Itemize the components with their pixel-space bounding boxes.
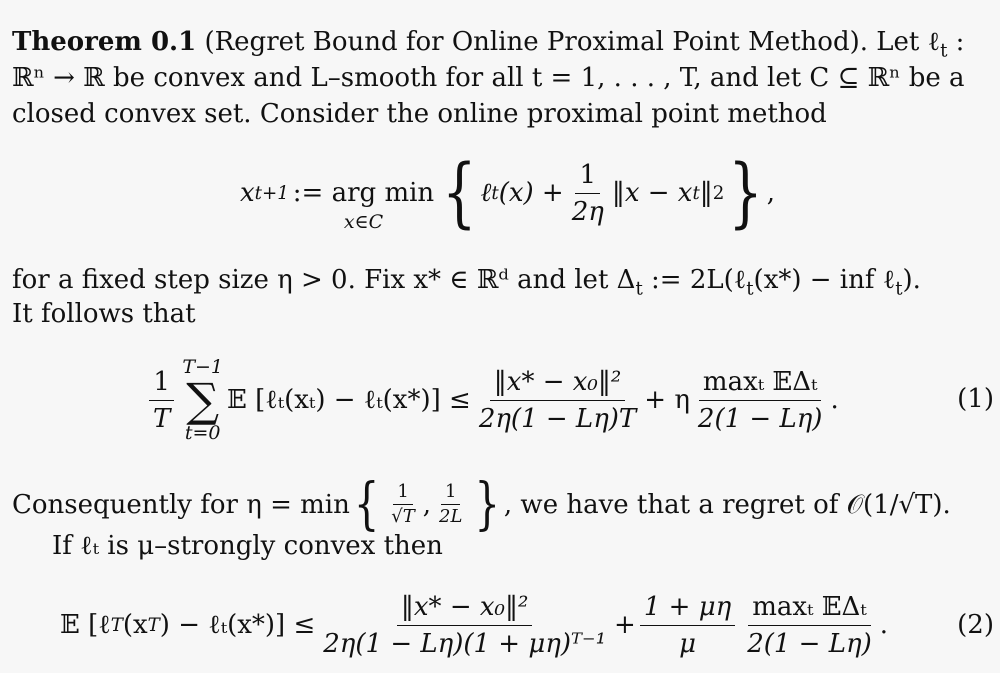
eq2-frac-mu: $\frac{1 + \mu\eta}{\mu}$ xyxy=(640,591,735,660)
theorem-label: Theorem 0.1 xyxy=(12,27,197,57)
update-fraction: $\frac{1}{2\eta}$ xyxy=(571,159,604,227)
eta-frac-1: $\frac{1}{√T}$ xyxy=(391,481,415,527)
eq2-frac-max: $\frac{\text{maxₜ 𝔼Δₜ}}{2(1 - L\eta)}$ xyxy=(747,591,872,659)
equation-1: $\frac{1}{T}$ T−1 ∑ t=0 𝔼 [ℓₜ(xₜ) − ℓₜ(x*)] ≤ $\frac{\text{‖x* − x₀‖²}}{2\eta(1 - L\eta)T}$ + η $\frac{\text{maxₜ 𝔼Δₜ}}{2(1 - L\eta)}$ . xyxy=(145,350,839,450)
right-brace: } xyxy=(728,148,763,237)
follows-line: It follows that xyxy=(12,299,196,329)
theorem-line-2: ℝⁿ → ℝ be convex and L–smooth for all t = 1, . . . , T, and let C ⊆ ℝⁿ be a xyxy=(12,63,965,93)
step-size-line: for a fixed step size η > 0. Fix x* ∈ ℝᵈ and let $\Delta_t$ := 2L(ℓ$_t$(x*) − inf ℓ$_t$). xyxy=(12,265,921,300)
equation-1-number: (1) xyxy=(957,384,994,414)
update-equation: x t+1 := arg min x∈C { ℓ t (x) + $\frac{1}{2\eta}$ ‖x − x t ‖ 2 } , xyxy=(240,148,775,237)
theorem-line-3: closed convex set. Consider the online proximal point method xyxy=(12,99,827,129)
theorem-title: (Regret Bound for Online Proximal Point Method). xyxy=(204,27,868,57)
eq2-frac-distance: $\frac{\text{‖x* − x₀‖²}}{\text{2η(1 − Lη)(1 + μη)ᵀ⁻¹}}$ xyxy=(323,591,607,659)
consequently-line: Consequently for η = min { $\frac{1}{√T}$ , $\frac{1}{2L}$ } , we have that a regret of 𝒪(1/√T). xyxy=(12,472,951,537)
eta-frac-2: $\frac{1}{2L}$ xyxy=(439,481,463,527)
argmin-operator: := arg min x∈C xyxy=(292,178,435,233)
eq1-frac-max: $\frac{\text{maxₜ 𝔼Δₜ}}{2(1 - L\eta)}$ xyxy=(697,366,823,434)
eq1-frac-distance: $\frac{\text{‖x* − x₀‖²}}{2\eta(1 - L\eta)T}$ xyxy=(478,366,637,434)
left-brace: { xyxy=(442,148,477,237)
equation-2: 𝔼 [ℓ T (x T ) − ℓₜ(x*)] ≤ $\frac{\text{‖x* − x₀‖²}}{\text{2η(1 − Lη)(1 + μη)ᵀ⁻¹}}$ + $\frac{1 + \mu\eta}{\mu}$ $\frac{\text{maxₜ 𝔼Δₜ}}{2(1 - L\eta)}$ . xyxy=(60,591,888,659)
eq1-sum: T−1 ∑ t=0 xyxy=(182,356,224,444)
strongly-convex-line: If ℓₜ is μ–strongly convex then xyxy=(52,531,443,561)
theorem-let: Let ℓ$_t$ : xyxy=(876,27,965,62)
eq1-one-over-T: $\frac{1}{T}$ xyxy=(149,366,174,435)
equation-2-number: (2) xyxy=(957,610,994,640)
